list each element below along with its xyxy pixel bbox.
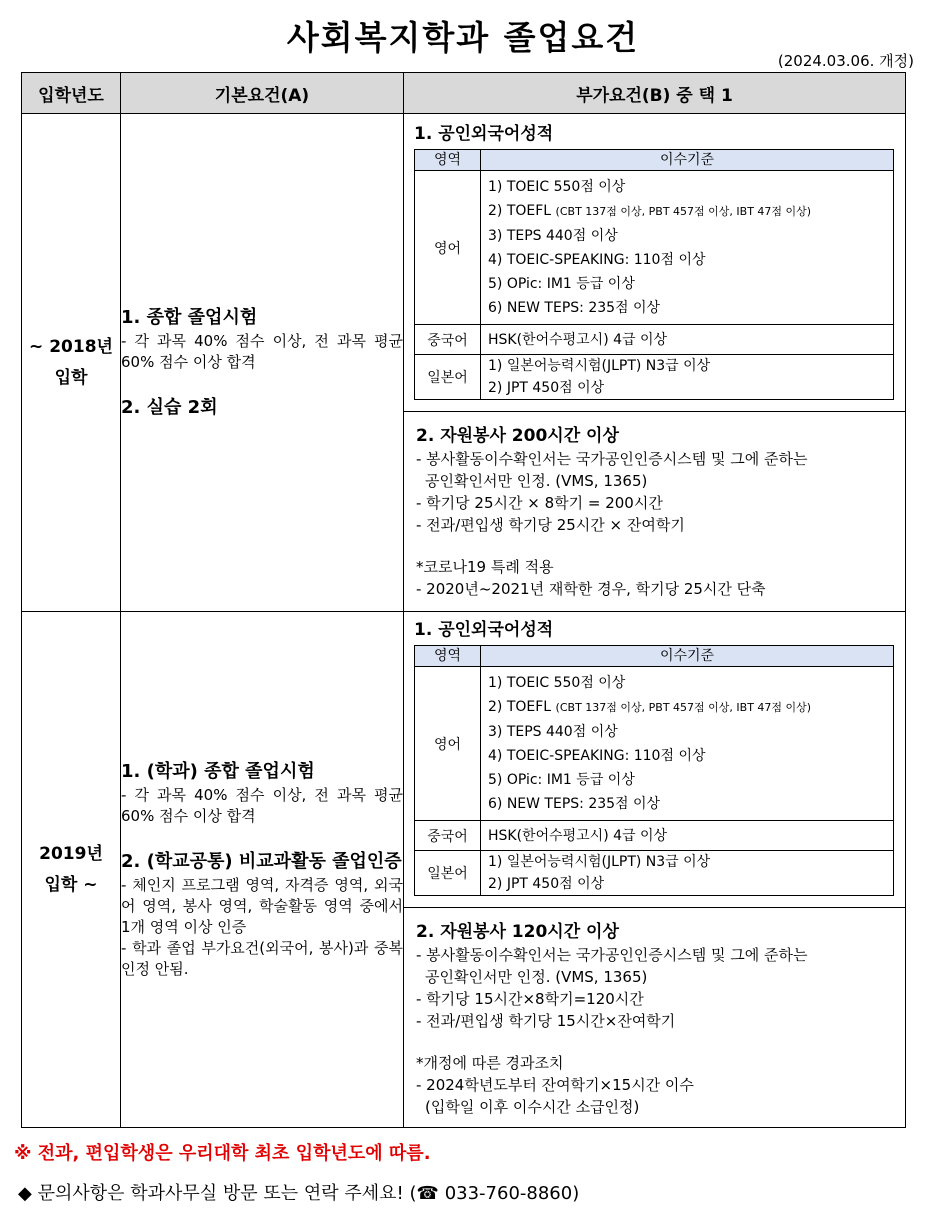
japanese-criteria <box>481 851 894 896</box>
volunteer-section <box>404 412 905 608</box>
language-row-japanese <box>415 851 894 896</box>
volunteer-line: - 전과/편입생 학기당 15시간×잔여학기 <box>416 1012 676 1030</box>
header-standard: 이수기준 <box>481 646 894 667</box>
list-item <box>488 199 886 224</box>
language-row-english <box>415 667 894 821</box>
volunteer-line: - 전과/편입생 학기당 25시간 × 잔여학기 <box>416 516 685 534</box>
basic-req-desc: - 각 과목 40% 점수 이상, 전 과목 평균 60% 점수 이상 합격 <box>121 331 403 371</box>
english-criteria <box>481 171 894 325</box>
chinese-criteria: HSK(한어수평고시) 4급 이상 <box>481 821 894 851</box>
year-line: 2019년 <box>39 843 103 864</box>
header-basic: 기본요건(A) <box>121 73 404 114</box>
language-table <box>414 645 894 896</box>
toefl-detail: (CBT 137점 이상, PBT 457점 이상, IBT 47점 이상) <box>555 205 812 218</box>
volunteer-line: (입학일 이후 이수시간 소급인정) <box>425 1098 640 1116</box>
extra-requirements-cell <box>404 612 906 1128</box>
list-item: 3) TEPS 440점 이상 <box>488 724 618 740</box>
basic-req-title: 2. 실습 2회 <box>121 396 218 418</box>
volunteer-line: 공인확인서만 인정. (VMS, 1365) <box>425 472 648 490</box>
header-year: 입학년도 <box>22 73 121 114</box>
basic-requirements-cell <box>121 612 404 1128</box>
list-item: 5) OPic: IM1 등급 이상 <box>488 276 635 292</box>
section-title: 1. 공인외국어성적 <box>414 124 554 144</box>
volunteer-line: - 봉사활동이수확인서는 국가공인인증시스템 및 그에 준하는 <box>416 946 808 964</box>
japanese-criteria <box>481 355 894 400</box>
table-row <box>22 114 906 612</box>
volunteer-line: 공인확인서만 인정. (VMS, 1365) <box>425 968 648 986</box>
list-item: 1) TOEIC 550점 이상 <box>488 675 626 691</box>
revision-date: (2024.03.06. 개정) <box>777 52 914 70</box>
year-line: ~ 2018년 <box>29 336 113 357</box>
header-area: 영역 <box>415 150 481 171</box>
year-line: 입학 ~ <box>44 874 98 895</box>
table-header-row <box>22 73 906 114</box>
diamond-bullet-icon: ◆ <box>18 1183 32 1204</box>
list-item: 2) JPT 450점 이상 <box>488 876 605 892</box>
area-label: 영어 <box>415 667 481 821</box>
toefl-detail: (CBT 137점 이상, PBT 457점 이상, IBT 47점 이상) <box>555 701 812 714</box>
language-table-header <box>415 150 894 171</box>
basic-req-desc: - 각 과목 40% 점수 이상, 전 과목 평균 60% 점수 이상 합격 <box>121 786 403 825</box>
year-cell <box>22 612 121 1128</box>
header-standard: 이수기준 <box>481 150 894 171</box>
list-item: 1) TOEIC 550점 이상 <box>488 179 626 195</box>
list-item: 4) TOEIC-SPEAKING: 110점 이상 <box>488 748 706 764</box>
volunteer-line: - 학기당 15시간×8학기=120시간 <box>416 990 644 1008</box>
volunteer-line: - 2024학년도부터 잔여학기×15시간 이수 <box>416 1076 694 1094</box>
list-item: 2) JPT 450점 이상 <box>488 380 605 396</box>
english-criteria <box>481 667 894 821</box>
section-title: 2. 자원봉사 200시간 이상 <box>416 426 619 446</box>
contact-note <box>18 1179 579 1205</box>
language-row-english <box>415 171 894 325</box>
list-item: 6) NEW TEPS: 235점 이상 <box>488 300 661 316</box>
language-table-header <box>415 646 894 667</box>
list-item: 3) TEPS 440점 이상 <box>488 228 618 244</box>
volunteer-section <box>404 908 905 1126</box>
phone-number: 033-760-8860) <box>444 1183 580 1204</box>
toefl-label: 2) TOEFL <box>488 699 552 715</box>
volunteer-line: - 봉사활동이수확인서는 국가공인인증시스템 및 그에 준하는 <box>416 450 808 468</box>
page-title: 사회복지학과 졸업요건 <box>286 18 640 57</box>
list-item: 4) TOEIC-SPEAKING: 110점 이상 <box>488 252 706 268</box>
language-row-chinese <box>415 821 894 851</box>
area-label: 중국어 <box>415 821 481 851</box>
basic-req-title: 2. (학교공통) 비교과활동 졸업인증 <box>121 851 402 872</box>
toefl-label: 2) TOEFL <box>488 203 552 219</box>
year-cell <box>22 114 121 612</box>
language-row-japanese <box>415 355 894 400</box>
volunteer-note: *개정에 따른 경과조치 <box>416 1054 564 1072</box>
area-label: 일본어 <box>415 355 481 400</box>
header-extra: 부가요건(B) 중 택 1 <box>404 73 906 114</box>
phone-icon: ☎ <box>416 1183 439 1204</box>
list-item: 1) 일본어능력시험(JLPT) N3급 이상 <box>488 358 711 374</box>
volunteer-note: *코로나19 특례 적용 <box>416 558 554 576</box>
list-item <box>488 695 886 720</box>
basic-req-title: 1. 종합 졸업시험 <box>121 306 258 328</box>
area-label: 일본어 <box>415 851 481 896</box>
basic-req-desc: - 학과 졸업 부가요건(외국어, 봉사)과 중복인정 안됨. <box>121 939 403 978</box>
year-line: 입학 <box>54 367 88 388</box>
language-section <box>404 117 905 412</box>
section-title: 1. 공인외국어성적 <box>414 620 554 640</box>
area-label: 중국어 <box>415 325 481 355</box>
basic-req-desc: - 체인지 프로그램 영역, 자격증 영역, 외국어 영역, 봉사 영역, 학술활동 영역 중에서 1개 영역 이상 인증 <box>121 876 403 936</box>
language-table <box>414 149 894 400</box>
header-area: 영역 <box>415 646 481 667</box>
extra-requirements-cell <box>404 114 906 612</box>
list-item: 5) OPic: IM1 등급 이상 <box>488 772 635 788</box>
list-item: 1) 일본어능력시험(JLPT) N3급 이상 <box>488 854 711 870</box>
transfer-student-note: ※ 전과, 편입학생은 우리대학 최초 입학년도에 따름. <box>14 1143 431 1164</box>
volunteer-line: - 학기당 25시간 × 8학기 = 200시간 <box>416 494 663 512</box>
language-section <box>404 613 905 908</box>
table-row <box>22 612 906 1128</box>
basic-requirements-cell <box>121 114 404 612</box>
language-row-chinese <box>415 325 894 355</box>
requirements-table <box>21 72 906 1128</box>
section-title: 2. 자원봉사 120시간 이상 <box>416 922 619 942</box>
contact-text: 문의사항은 학과사무실 방문 또는 연락 주세요! ( <box>37 1183 417 1204</box>
volunteer-line: - 2020년~2021년 재학한 경우, 학기당 25시간 단축 <box>416 580 766 598</box>
chinese-criteria: HSK(한어수평고시) 4급 이상 <box>481 325 894 355</box>
area-label: 영어 <box>415 171 481 325</box>
list-item: 6) NEW TEPS: 235점 이상 <box>488 796 661 812</box>
basic-req-title: 1. (학과) 종합 졸업시험 <box>121 761 315 782</box>
